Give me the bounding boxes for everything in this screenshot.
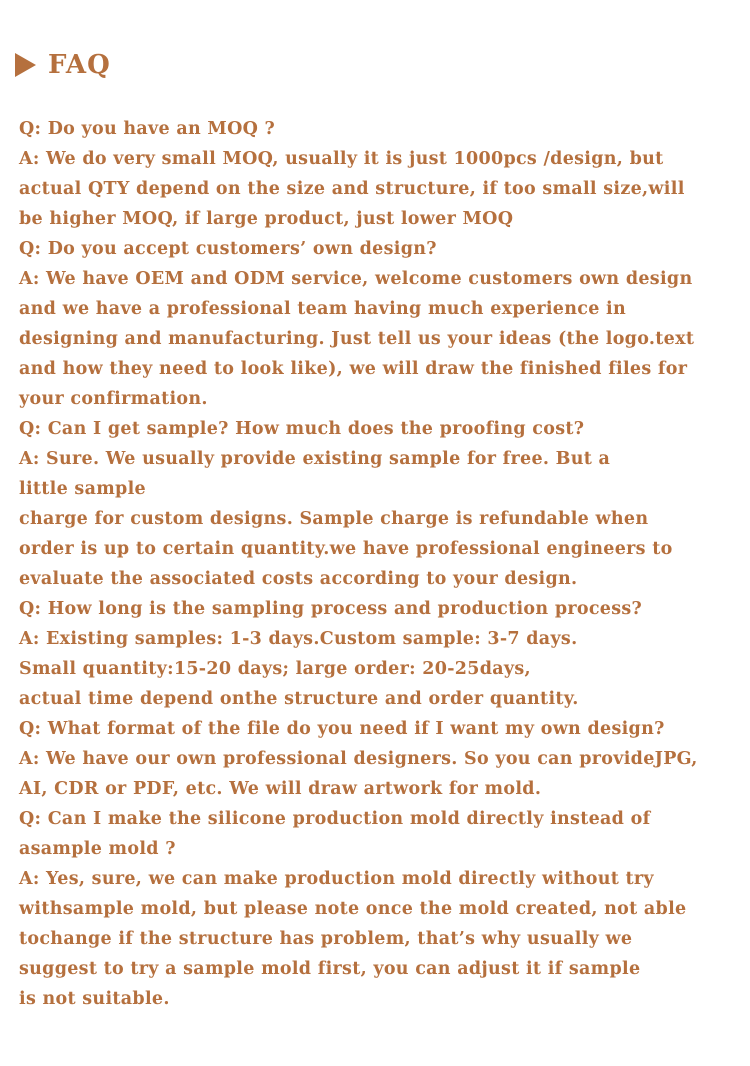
faq-answer-line: designing and manufacturing. Just tell us your ideas (the logo.text [19, 329, 695, 349]
faq-question-line: Q: What format of the file do you need if I want my own design? [19, 719, 665, 739]
faq-question-line: Q: Can I get sample? How much does the proofing cost? [19, 419, 585, 439]
faq-answer-line: is not suitable. [19, 989, 170, 1009]
faq-answer-line: order is up to certain quantity.we have professional engineers to [19, 539, 673, 559]
faq-answer-line: A: Existing samples: 1-3 days.Custom sample: 3-7 days. [19, 629, 578, 649]
faq-answer-line: A: We have our own professional designers. So you can provideJPG, [19, 749, 698, 769]
faq-answer-line: A: Sure. We usually provide existing sample for free. But a [19, 449, 611, 469]
faq-list [19, 114, 747, 1014]
faq-question-line: Q: Can I make the silicone production mold directly instead of [19, 809, 651, 829]
faq-answer-line: and how they need to look like), we will draw the finished files for [19, 359, 688, 379]
faq-answer-line: A: We have OEM and ODM service, welcome customers own design [19, 269, 693, 289]
faq-answer-line: evaluate the associated costs according to your design. [19, 569, 578, 589]
faq-answer-line: A: We do very small MOQ, usually it is just 1000pcs /design, but [19, 149, 664, 169]
faq-answer-line: little sample [19, 479, 146, 499]
faq-question-line: Q: Do you have an MOQ ? [19, 119, 276, 139]
faq-answer-line: withsample mold, but please note once the mold created, not able [19, 899, 687, 919]
faq-answer-line: Small quantity:15-20 days; large order: 20-25days, [19, 659, 531, 679]
faq-answer-line: charge for custom designs. Sample charge is refundable when [19, 509, 649, 529]
faq-question-line: Q: Do you accept customers’ own design? [19, 239, 437, 259]
faq-question-line: asample mold ? [19, 839, 176, 859]
faq-question-line: Q: How long is the sampling process and production process? [19, 599, 643, 619]
faq-answer-line: A: Yes, sure, we can make production mold directly without try [19, 869, 654, 889]
faq-answer-line: tochange if the structure has problem, that’s why usually we [19, 929, 633, 949]
faq-answer-line: actual QTY depend on the size and structure, if too small size,will [19, 179, 685, 199]
faq-answer-line: AI, CDR or PDF, etc. We will draw artwork for mold. [19, 779, 542, 799]
faq-answer-line: actual time depend onthe structure and order quantity. [19, 689, 579, 709]
faq-header [15, 48, 111, 82]
faq-answer-line: be higher MOQ, if large product, just lower MOQ [19, 209, 514, 229]
faq-answer-line: your confirmation. [19, 389, 208, 409]
faq-answer-line: and we have a professional team having much experience in [19, 299, 627, 319]
page-title: FAQ [48, 50, 111, 80]
play-triangle-icon [15, 53, 36, 77]
faq-answer-line: suggest to try a sample mold first, you can adjust it if sample [19, 959, 641, 979]
